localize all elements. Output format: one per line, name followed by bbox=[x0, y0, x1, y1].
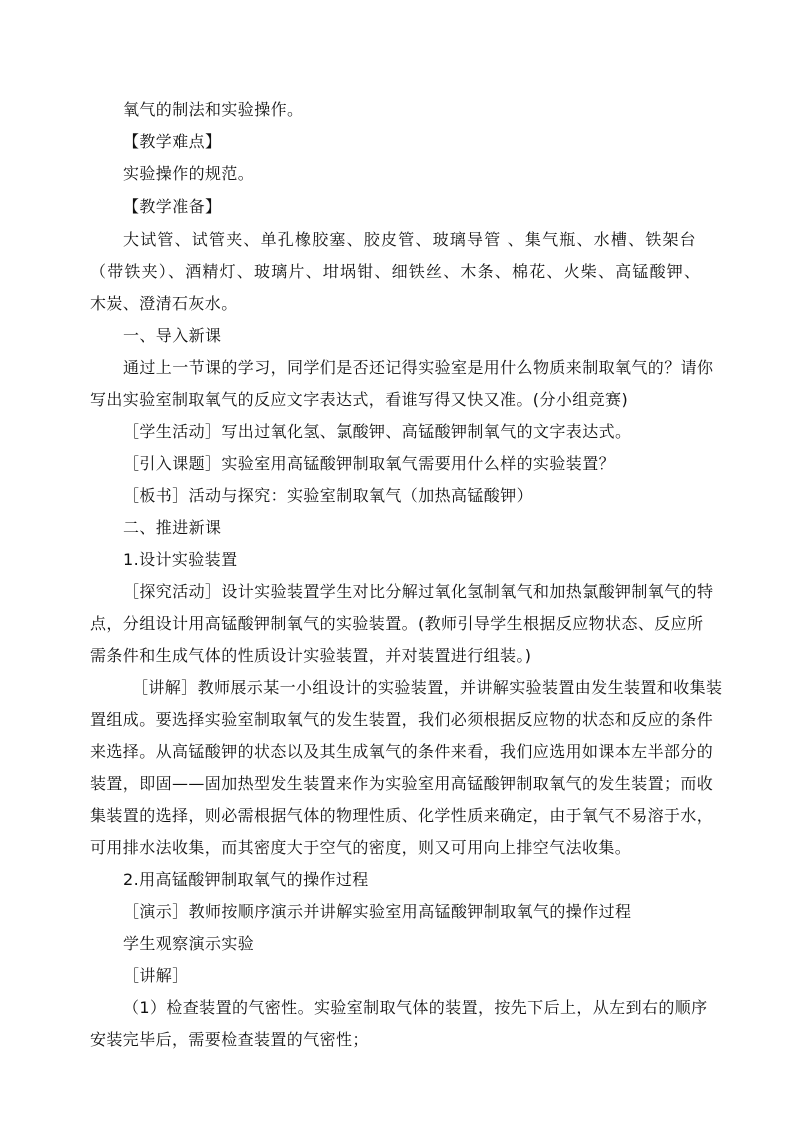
text-line: 木炭、澄清石灰水。 bbox=[90, 294, 238, 313]
text-line: ［学生活动］写出过氧化氢、氯酸钾、高锰酸钾制氧气的文字表达式。 bbox=[123, 422, 632, 441]
text-line: （带铁夹）、酒精灯、玻璃片、坩埚钳、细铁丝、木条、棉花、火柴、高锰酸钾、 bbox=[90, 262, 702, 281]
text-line: 装置，即固——固加热型发生装置来作为实验室用高锰酸钾制取氧气的发生装置；而收 bbox=[90, 774, 714, 793]
text-line: 实验操作的规范。 bbox=[123, 164, 255, 183]
section-heading: 【教学难点】 bbox=[123, 132, 222, 151]
text-line: ［演示］教师按顺序演示并讲解实验室用高锰酸钾制取氧气的操作过程 bbox=[123, 902, 632, 921]
text-line: 来选择。从高锰酸钾的状态以及其生成氧气的条件来看，我们应选用如课本左半部分的 bbox=[90, 742, 714, 761]
subsection-heading: 1.设计实验装置 bbox=[123, 550, 238, 569]
section-heading: 【教学准备】 bbox=[123, 197, 222, 216]
subsection-heading: 2.用高锰酸钾制取氧气的操作过程 bbox=[123, 870, 369, 889]
text-line: ［讲解］ bbox=[123, 966, 189, 985]
section-heading: 一、导入新课 bbox=[123, 326, 222, 345]
text-line: 写出实验室制取氧气的反应文字表达式，看谁写得又快又准。(分小组竞赛) bbox=[90, 390, 629, 409]
text-line: 需条件和生成气体的性质设计实验装置，并对装置进行组装。) bbox=[90, 646, 532, 665]
text-line: 可用排水法收集，而其密度大于空气的密度，则又可用向上排空气法收集。 bbox=[90, 838, 632, 857]
text-line: （1）检查装置的气密性。实验室制取气体的装置，按先下后上，从左到右的顺序 bbox=[123, 998, 708, 1017]
text-line: 集装置的选择，则必需根据气体的物理性质、化学性质来确定，由于氧气不易溶于水， bbox=[90, 806, 714, 825]
text-line: 置组成。要选择实验室制取氧气的发生装置，我们必须根据反应物的状态和反应的条件 bbox=[90, 710, 714, 729]
text-line: 学生观察演示实验 bbox=[123, 934, 255, 953]
text-line: ［讲解］教师展示某一小组设计的实验装置，并讲解实验装置由发生装置和收集装 bbox=[132, 678, 723, 697]
text-line: 大试管、试管夹、单孔橡胶塞、胶皮管、玻璃导管 、集气瓶、水槽、铁架台 bbox=[123, 230, 697, 249]
text-line: 通过上一节课的学习，同学们是否还记得实验室是用什么物质来制取氧气的？请你 bbox=[123, 358, 714, 377]
text-line: 安装完毕后，需要检查装置的气密性； bbox=[90, 1030, 369, 1049]
text-line: ［探究活动］设计实验装置学生对比分解过氧化氢制氧气和加热氯酸钾制氧气的特 bbox=[123, 582, 714, 601]
text-line: 点，分组设计用高锰酸钾制氧气的实验装置。(教师引导学生根据反应物状态、反应所 bbox=[90, 614, 704, 633]
section-heading: 二、推进新课 bbox=[123, 518, 222, 537]
text-line: ［板书］活动与探究：实验室制取氧气（加热高锰酸钾） bbox=[123, 486, 534, 505]
text-line: 氧气的制法和实验操作。 bbox=[123, 100, 304, 119]
text-line: ［引入课题］实验室用高锰酸钾制取氧气需要用什么样的实验装置？ bbox=[123, 454, 616, 473]
